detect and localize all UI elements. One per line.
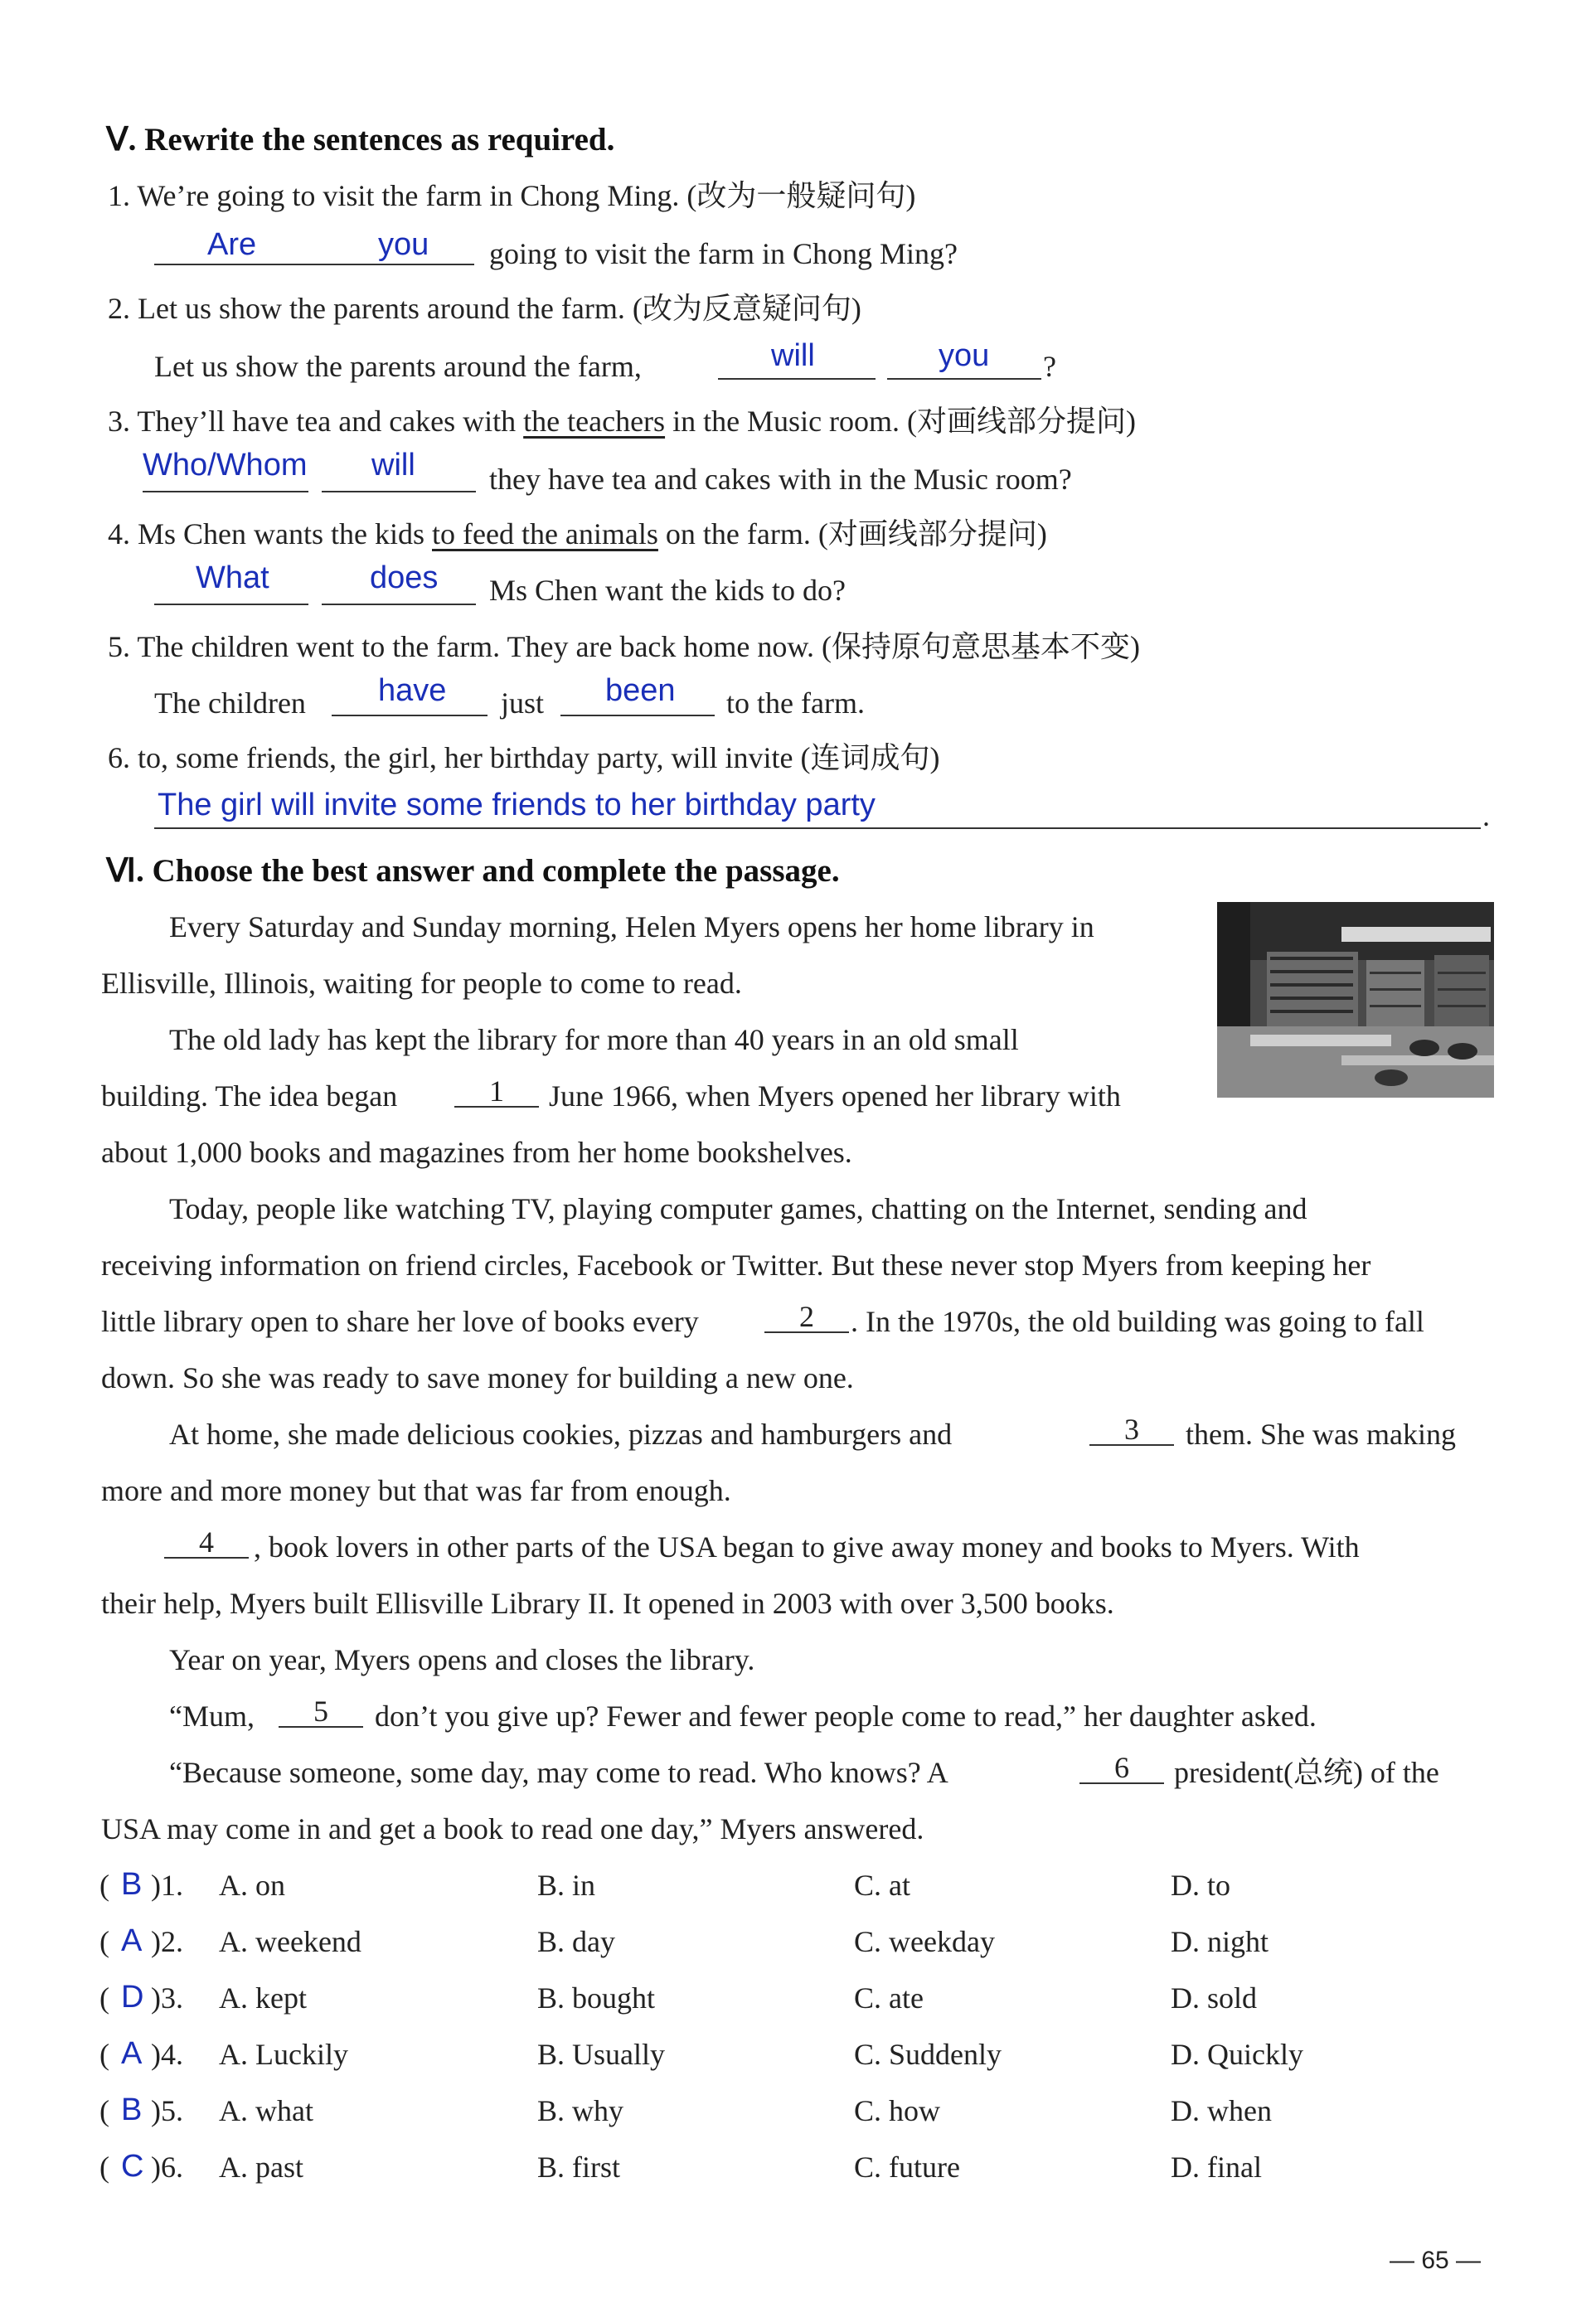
q3-prompt bbox=[108, 406, 1136, 436]
blank-3: 3 bbox=[1089, 1414, 1174, 1446]
passage-line-16a: “Because someone, some day, may come to read. Who knows? A bbox=[169, 1756, 948, 1789]
q3-number: )3. bbox=[151, 1981, 183, 2015]
q5-option-d: D. when bbox=[1171, 2094, 1272, 2127]
q4-underlined: to feed the animals bbox=[432, 517, 658, 550]
q2-option-a: A. weekend bbox=[219, 1925, 361, 1958]
q3-option-c: C. ate bbox=[854, 1981, 924, 2015]
q6-answer-line bbox=[154, 827, 1481, 829]
q2-blank-line-2 bbox=[887, 378, 1041, 380]
q6-number: )6. bbox=[151, 2151, 183, 2184]
q5-prompt: 5. The children went to the farm. They are back home now. (保持原句意思基本不变) bbox=[108, 630, 1141, 663]
q4-answer-1: What bbox=[196, 560, 269, 595]
q3-blank-line-1 bbox=[143, 491, 308, 492]
passage-line-16b: president(总统) of the bbox=[1174, 1756, 1439, 1789]
q1-number: )1. bbox=[151, 1869, 183, 1902]
q3-answer-2: will bbox=[371, 448, 415, 483]
passage-line-4a: building. The idea began bbox=[101, 1079, 398, 1113]
q2-choice: A bbox=[121, 1923, 143, 1958]
q1-tail: going to visit the farm in Chong Ming? bbox=[489, 237, 958, 270]
passage-line-10b: them. She was making bbox=[1186, 1418, 1456, 1451]
q1-option-c: C. at bbox=[854, 1869, 910, 1902]
passage-line-1: Every Saturday and Sunday morning, Helen Myers opens her home library in bbox=[169, 910, 1094, 943]
passage-line-13: their help, Myers built Ellisville Library II. It opened in 2003 with over 3,500 books. bbox=[101, 1587, 1114, 1620]
q5-mid: just bbox=[501, 686, 545, 720]
q3-option-a: A. kept bbox=[219, 1981, 307, 2015]
library-photo bbox=[1217, 902, 1494, 1098]
q2-answer-2: you bbox=[939, 338, 990, 373]
section-5-title: Ⅴ. Rewrite the sentences as required. bbox=[106, 122, 615, 158]
q4-post: on the farm. (对画线部分提问) bbox=[657, 517, 1047, 550]
q1-option-b: B. in bbox=[537, 1869, 596, 1902]
q1-answer-2: you bbox=[378, 227, 429, 262]
q6-tail: . bbox=[1482, 799, 1490, 832]
passage-line-10a: At home, she made delicious cookies, pizzas and hamburgers and bbox=[169, 1418, 953, 1451]
passage-line-15b: don’t you give up? Fewer and fewer people come to read,” her daughter asked. bbox=[375, 1700, 1317, 1733]
q3-underlined: the teachers bbox=[523, 405, 666, 438]
blank-2: 2 bbox=[764, 1302, 849, 1333]
q5-answer-2: been bbox=[605, 673, 676, 708]
q4-tail: Ms Chen want the kids to do? bbox=[489, 574, 846, 607]
passage-line-3: The old lady has kept the library for more than 40 years in an old small bbox=[169, 1023, 1019, 1056]
q3-answer-1: Who/Whom bbox=[143, 448, 308, 483]
passage-line-9: down. So she was ready to save money for building a new one. bbox=[101, 1361, 854, 1394]
q4-blank-line-1 bbox=[154, 604, 308, 605]
q6-prompt: 6. to, some friends, the girl, her birthday party, will invite (连词成句) bbox=[108, 741, 940, 774]
q1-choice: B bbox=[121, 1867, 143, 1902]
passage-line-12: , book lovers in other parts of the USA began to give away money and books to Myers. With bbox=[254, 1530, 1360, 1564]
q4-option-c: C. Suddenly bbox=[854, 2038, 1002, 2071]
q1-option-a: A. on bbox=[219, 1869, 285, 1902]
q2-option-b: B. day bbox=[537, 1925, 615, 1958]
q4-option-a: A. Luckily bbox=[219, 2038, 348, 2071]
q6-option-b: B. first bbox=[537, 2151, 621, 2184]
q6-answer: The girl will invite some friends to her birthday party bbox=[158, 788, 876, 822]
blank-6: 6 bbox=[1079, 1753, 1164, 1784]
q4-option-b: B. Usually bbox=[537, 2038, 666, 2071]
q6-option-c: C. future bbox=[854, 2151, 960, 2184]
passage-line-5: about 1,000 books and magazines from her home bookshelves. bbox=[101, 1136, 852, 1169]
q6-option-a: A. past bbox=[219, 2151, 303, 2184]
q5-answer-1: have bbox=[378, 673, 447, 708]
q3-option-b: B. bought bbox=[537, 1981, 656, 2015]
q5-option-b: B. why bbox=[537, 2094, 624, 2127]
blank-1: 1 bbox=[454, 1076, 539, 1108]
q4-blank-line-2 bbox=[322, 604, 476, 605]
q3-choice: D bbox=[121, 1980, 144, 2015]
q4-answer-2: does bbox=[370, 560, 439, 595]
q1-option-d: D. to bbox=[1171, 1869, 1230, 1902]
passage-line-2: Ellisville, Illinois, waiting for people to come to read. bbox=[101, 967, 742, 1000]
passage-line-17: USA may come in and get a book to read one day,” Myers answered. bbox=[101, 1812, 924, 1845]
q4-choice: A bbox=[121, 2036, 143, 2071]
q3-post: in the Music room. (对画线部分提问) bbox=[665, 405, 1137, 438]
library-photo-image bbox=[1217, 902, 1494, 1098]
q3-blank-line-2 bbox=[322, 491, 476, 492]
q1-blank-line bbox=[154, 264, 474, 265]
passage-line-15a: “Mum, bbox=[169, 1700, 255, 1733]
passage-line-11: more and more money but that was far from enough. bbox=[101, 1474, 731, 1507]
q5-option-a: A. what bbox=[219, 2094, 313, 2127]
q5-lead: The children bbox=[154, 686, 306, 720]
q5-option-c: C. how bbox=[854, 2094, 941, 2127]
q2-option-c: C. weekday bbox=[854, 1925, 995, 1958]
q6-choice: C bbox=[121, 2149, 144, 2184]
q2-lead: Let us show the parents around the farm, bbox=[154, 350, 642, 383]
passage-line-8b: . In the 1970s, the old building was going to fall bbox=[851, 1305, 1424, 1338]
q5-blank-line-2 bbox=[560, 715, 715, 716]
passage-line-6: Today, people like watching TV, playing computer games, chatting on the Internet, sending and bbox=[169, 1192, 1307, 1225]
passage-line-7: receiving information on friend circles, Facebook or Twitter. But these never stop Myers from keeping her bbox=[101, 1249, 1371, 1282]
q4-number: )4. bbox=[151, 2038, 183, 2071]
q5-blank-line-1 bbox=[332, 715, 488, 716]
passage-line-8a: little library open to share her love of books every bbox=[101, 1305, 699, 1338]
passage-line-14: Year on year, Myers opens and closes the library. bbox=[169, 1643, 755, 1676]
blank-5: 5 bbox=[279, 1696, 363, 1728]
q2-tail: ? bbox=[1043, 350, 1056, 383]
q5-choice: B bbox=[121, 2093, 143, 2127]
q3-pre: 3. They’ll have tea and cakes with bbox=[108, 405, 524, 438]
q4-option-d: D. Quickly bbox=[1171, 2038, 1303, 2071]
q2-number: )2. bbox=[151, 1925, 183, 1958]
q2-blank-line-1 bbox=[718, 378, 876, 380]
q2-prompt: 2. Let us show the parents around the farm. (改为反意疑问句) bbox=[108, 292, 861, 325]
q2-option-d: D. night bbox=[1171, 1925, 1269, 1958]
worksheet-page: Ⅴ. Rewrite the sentences as required. 1. We’re going to visit the farm in Chong Ming. (改为一般疑问句) Are you going to visit the farm in Chong Ming? 2. Let us show the parents around the farm. (改为反意疑问句) Let us show the parents around the farm, will you ? 3. They’ll have tea and cakes with the teachers in the Music room. (对画线部分提问) Who/Whom will they have tea and cakes with in the Music room? 4. Ms Chen wants the kids to feed the animals on the farm. (对画线部分提问) What does Ms Chen want the kids to do? 5. The children went to the farm. They are back home now. (保持原句意思基本不变) The children have just been to the farm. 6. to, some friends, the girl, her birthday party, will invite (连词成句) The girl will invite some friends to her birthday party . Ⅵ. Choose the best answer and complete the passage. Every Saturday and Sunday morning, Helen Myers opens her home library in Ellisville, Illinois, waiting for people to come to read. The old lady has kept the library for more than 40 years in an old small building. The idea began 1 June 1966, when Myers opened her library with about 1,000 books and magazines from her home bookshelves. Today, people like watching TV, playing computer games, chatting on the Internet, sending and receiving information on friend circles, Facebook or Twitter. But these never stop Myers from keeping her little library open to share her love of books every 2 . In the 1970s, the old building was going to fall down. So she was ready to save money for building a new one. At home, she made delicious cookies, pizzas and hamburgers and 3 them. She was making more and more money but that was far from enough. 4 , book lovers in other parts of the USA began to give away money and books to Myers. With their help, Myers built Ellisville Library II. It opened in 2003 with over 3,500 books. Year on year, Myers opens and closes the library. “Mum, 5 don’t you give up? Fewer and fewer people come to read,” her daughter asked. “Because someone, some day, may come to read. Who knows? A 6 president(总统) of the USA may come in and get a book to read one day,” Myers answered. ( B )1. A. on B. in C. at D. to ( A )2. A. weekend B. day C. weekday D. night ( D )3. A. kept B. bought C. ate D. sold ( A )4. A. Luckily B. Usually C. Suddenly D. Quickly ( B )5. A. what B. why C. how D. when ( C )6. A. past B. first C. future D. final — 65 — bbox=[0, 0, 1596, 2318]
q1-prompt: 1. We’re going to visit the farm in Chong Ming. (改为一般疑问句) bbox=[108, 179, 916, 212]
q6-option-d: D. final bbox=[1171, 2151, 1262, 2184]
q4-pre: 4. Ms Chen wants the kids bbox=[108, 517, 432, 550]
q5-number: )5. bbox=[151, 2094, 183, 2127]
q4-prompt bbox=[108, 519, 1047, 549]
q5-tail: to the farm. bbox=[726, 686, 865, 720]
section-6-title: Ⅵ. Choose the best answer and complete the passage. bbox=[106, 853, 840, 889]
q1-answer-1: Are bbox=[207, 227, 257, 262]
blank-4: 4 bbox=[164, 1527, 249, 1559]
q3-tail: they have tea and cakes with in the Music room? bbox=[489, 463, 1072, 496]
page-number: — 65 — bbox=[1390, 2247, 1482, 2274]
q2-answer-1: will bbox=[771, 338, 815, 373]
passage-line-4b: June 1966, when Myers opened her library with bbox=[549, 1079, 1121, 1113]
q3-option-d: D. sold bbox=[1171, 1981, 1258, 2015]
